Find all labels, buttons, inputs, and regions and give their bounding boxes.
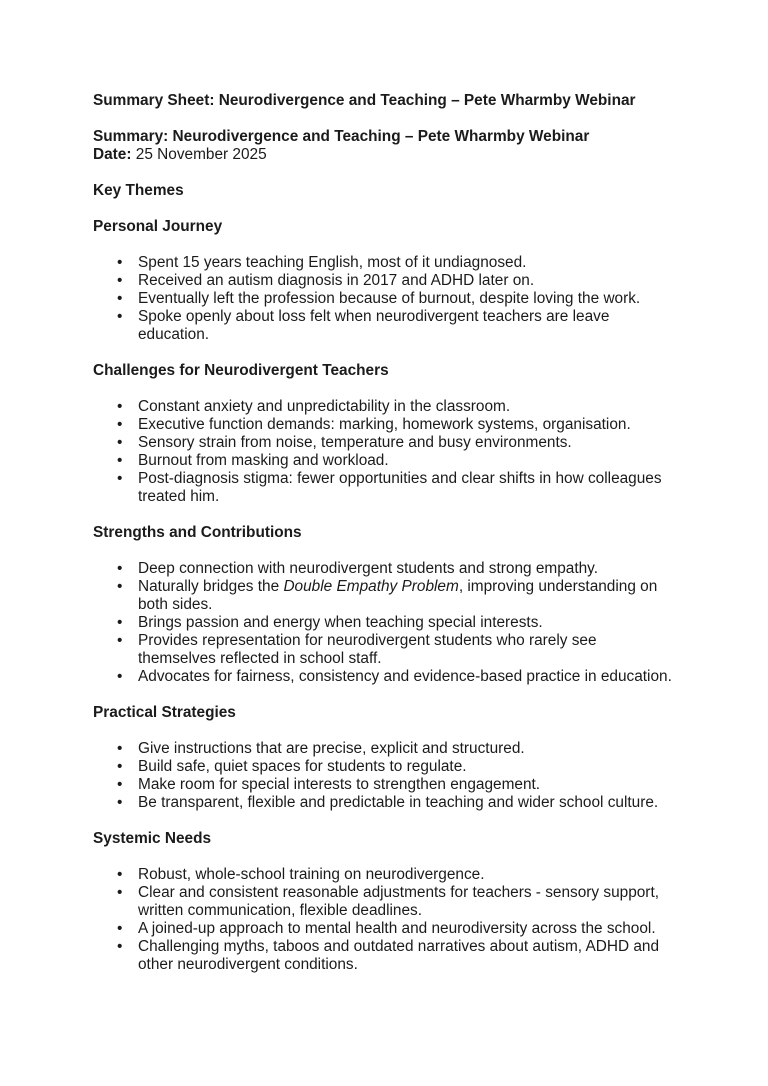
bullet-item <box>93 272 675 290</box>
bullet-list <box>93 740 675 812</box>
bullet-item <box>93 866 675 884</box>
text-segment: Be transparent, flexible and predictable in teaching and wider school culture. <box>138 794 659 811</box>
text-segment: Burnout from masking and workload. <box>138 452 389 469</box>
text-segment: , improving understanding on both sides. <box>138 578 658 613</box>
bullet-item <box>93 308 675 344</box>
section-heading: Personal Journey <box>93 218 223 235</box>
bullet-list <box>93 866 675 974</box>
bullet-item <box>93 920 675 938</box>
section-heading: Practical Strategies <box>93 704 236 721</box>
bullet-list <box>93 560 675 686</box>
bullet-item <box>93 632 675 668</box>
text-segment: Spoke openly about loss felt when neurodivergent teachers are leave education. <box>138 308 610 343</box>
bullet-list <box>93 254 675 344</box>
text-segment: Spent 15 years teaching English, most of it undiagnosed. <box>138 254 527 271</box>
bullet-item <box>93 740 675 758</box>
bullet-item <box>93 290 675 308</box>
document-sections <box>93 218 675 974</box>
text-segment: Constant anxiety and unpredictability in the classroom. <box>138 398 511 415</box>
bullet-item <box>93 758 675 776</box>
date-label: Date: <box>93 146 132 163</box>
text-segment: Advocates for fairness, consistency and evidence-based practice in education. <box>138 668 672 685</box>
bullet-item <box>93 398 675 416</box>
bullet-item <box>93 776 675 794</box>
bullet-item <box>93 578 675 614</box>
text-segment: Received an autism diagnosis in 2017 and ADHD later on. <box>138 272 535 289</box>
date-value: 25 November 2025 <box>135 146 267 163</box>
text-segment: Deep connection with neurodivergent students and strong empathy. <box>138 560 599 577</box>
text-segment: Executive function demands: marking, homework systems, organisation. <box>138 416 631 433</box>
text-segment: Robust, whole-school training on neurodivergence. <box>138 866 485 883</box>
section-heading: Challenges for Neurodivergent Teachers <box>93 362 389 379</box>
italic-text: Double Empathy Problem <box>283 578 459 595</box>
text-segment: Make room for special interests to strengthen engagement. <box>138 776 541 793</box>
bullet-item <box>93 794 675 812</box>
text-segment: A joined-up approach to mental health and neurodiversity across the school. <box>138 920 656 937</box>
section-heading: Systemic Needs <box>93 830 212 847</box>
text-segment: Build safe, quiet spaces for students to regulate. <box>138 758 467 775</box>
text-segment: Post-diagnosis stigma: fewer opportunities and clear shifts in how colleagues treated him. <box>138 470 662 505</box>
bullet-item <box>93 560 675 578</box>
key-themes-heading: Key Themes <box>93 182 184 199</box>
text-segment: Provides representation for neurodivergent students who rarely see themselves reflected in school staff. <box>138 632 597 667</box>
bullet-item <box>93 452 675 470</box>
summary-line: Summary: Neurodivergence and Teaching – Pete Wharmby Webinar <box>93 128 590 145</box>
date-line <box>93 146 675 164</box>
bullet-list <box>93 398 675 506</box>
bullet-item <box>93 470 675 506</box>
text-segment: Sensory strain from noise, temperature and busy environments. <box>138 434 572 451</box>
text-segment: Eventually left the profession because of burnout, despite loving the work. <box>138 290 641 307</box>
text-segment: Naturally bridges the <box>138 578 284 595</box>
section-heading: Strengths and Contributions <box>93 524 302 541</box>
text-segment: Challenging myths, taboos and outdated narratives about autism, ADHD and other neurodivergent conditions. <box>138 938 660 973</box>
bullet-item <box>93 938 675 974</box>
text-segment: Give instructions that are precise, explicit and structured. <box>138 740 525 757</box>
bullet-item <box>93 434 675 452</box>
text-segment: Clear and consistent reasonable adjustments for teachers - sensory support, written communication, flexible deadlines. <box>138 884 659 919</box>
bullet-item <box>93 884 675 920</box>
bullet-item <box>93 614 675 632</box>
bullet-item <box>93 668 675 686</box>
text-segment: Brings passion and energy when teaching special interests. <box>138 614 543 631</box>
page-title: Summary Sheet: Neurodivergence and Teaching – Pete Wharmby Webinar <box>93 92 636 109</box>
bullet-item <box>93 254 675 272</box>
bullet-item <box>93 416 675 434</box>
